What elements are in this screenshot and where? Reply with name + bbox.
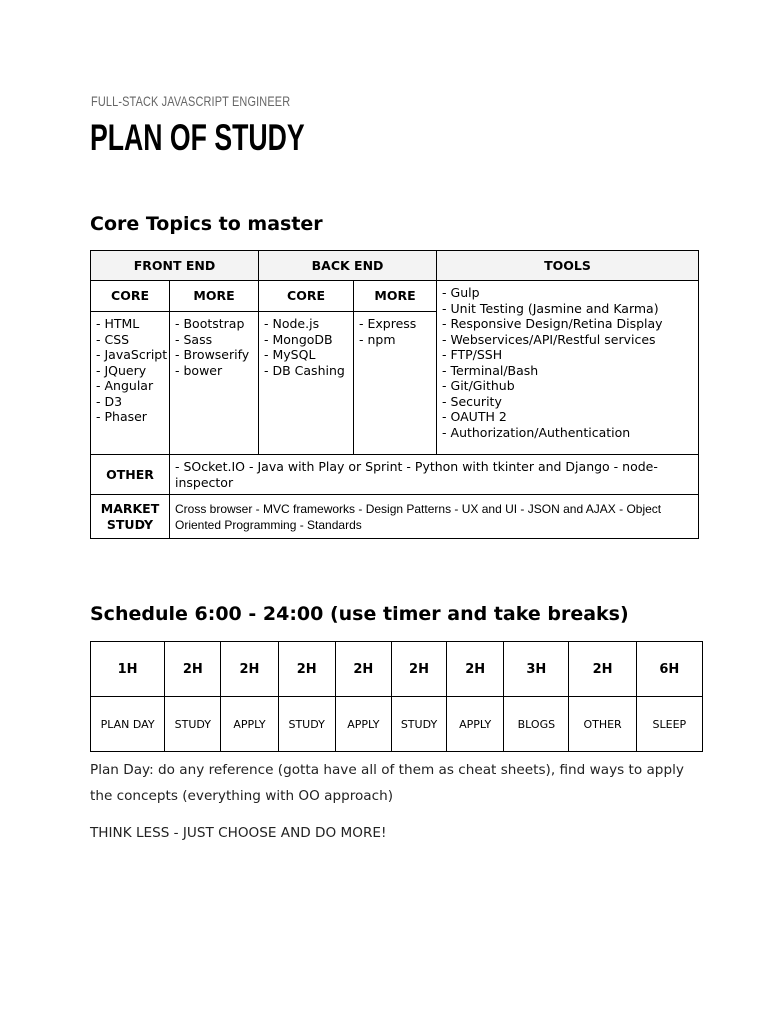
market-label-line-1: MARKET	[100, 501, 160, 516]
back-end-core-list	[264, 316, 348, 378]
schedule-activity-cell: BLOGS	[504, 697, 569, 752]
market-label-line-2: STUDY	[106, 516, 154, 532]
tools-list	[442, 285, 693, 440]
market-study-label	[91, 495, 170, 539]
back-end-more-header: MORE	[354, 281, 437, 312]
schedule-activity-cell: APPLY	[335, 697, 391, 752]
core-topics-table	[90, 250, 699, 539]
table-row	[91, 455, 699, 495]
schedule-hours-cell: 2H	[335, 642, 391, 697]
list-item: - CSS	[96, 331, 130, 347]
list-item: - Webservices/API/Restful services	[442, 331, 656, 347]
schedule-hours-cell: 6H	[636, 642, 702, 697]
list-item: - OAUTH 2	[442, 409, 507, 424]
front-end-more-list	[175, 316, 253, 378]
list-item: - JQuery	[96, 362, 147, 378]
list-item: - Responsive Design/Retina Display	[442, 316, 663, 331]
list-item: - Authorization/Authentication	[442, 424, 631, 440]
schedule-activity-cell: PLAN DAY	[91, 697, 165, 752]
schedule-activity-cell: STUDY	[278, 697, 335, 752]
table-row	[91, 642, 703, 697]
list-item: - Node.js	[264, 316, 320, 331]
list-item: - Unit Testing (Jasmine and Karma)	[442, 300, 659, 316]
schedule-table	[90, 641, 703, 752]
schedule-hours-cell: 1H	[91, 642, 165, 697]
schedule-hours-cell: 2H	[391, 642, 446, 697]
list-item: - bower	[175, 362, 223, 378]
core-topics-heading: Core Topics to master	[90, 213, 323, 235]
list-item: - Browserify	[175, 347, 250, 362]
schedule-hours-cell: 2H	[278, 642, 335, 697]
front-end-more-cell	[170, 312, 259, 455]
table-row	[91, 281, 699, 312]
list-item: - Sass	[175, 331, 213, 347]
schedule-hours-cell: 2H	[447, 642, 504, 697]
list-item: - Git/Github	[442, 378, 515, 393]
list-item: - Angular	[96, 378, 154, 393]
schedule-activity-cell: STUDY	[391, 697, 446, 752]
back-end-core-header: CORE	[259, 281, 354, 312]
front-end-more-header: MORE	[170, 281, 259, 312]
front-end-core-list	[96, 316, 168, 425]
schedule-activity-cell: APPLY	[221, 697, 278, 752]
list-item: - HTML	[96, 316, 140, 331]
table-row	[91, 697, 703, 752]
page-title: PLAN OF STUDY	[90, 117, 305, 158]
list-item: - Gulp	[442, 285, 480, 300]
schedule-activity-cell: SLEEP	[636, 697, 702, 752]
schedule-hours-cell: 2H	[221, 642, 278, 697]
list-item: - Security	[442, 393, 502, 409]
list-item: - Terminal/Bash	[442, 362, 539, 378]
list-item: - MySQL	[264, 347, 316, 362]
list-item: - Bootstrap	[175, 316, 245, 331]
list-item: - MongoDB	[264, 331, 333, 347]
other-text: - SOcket.IO - Java with Play or Sprint - Python with tkinter and Django - node-inspector	[170, 455, 699, 495]
list-item: - Express	[359, 316, 417, 331]
back-end-header: BACK END	[259, 251, 437, 281]
tools-cell	[437, 281, 699, 455]
list-item: - FTP/SSH	[442, 347, 503, 362]
list-item: - D3	[96, 393, 123, 409]
schedule-hours-cell: 2H	[165, 642, 221, 697]
table-row	[91, 495, 699, 539]
schedule-activity-cell: APPLY	[447, 697, 504, 752]
schedule-heading: Schedule 6:00 - 24:00 (use timer and take breaks)	[90, 603, 629, 625]
front-end-core-cell	[91, 312, 170, 455]
schedule-hours-cell: 3H	[504, 642, 569, 697]
back-end-more-cell	[354, 312, 437, 455]
schedule-hours-cell: 2H	[569, 642, 636, 697]
plan-day-note: Plan Day: do any reference (gotta have all of them as cheat sheets), find ways to apply the concepts (everything with OO approach)	[90, 762, 684, 804]
list-item: - DB Cashing	[264, 362, 345, 378]
list-item: - JavaScript	[96, 347, 168, 362]
front-end-core-header: CORE	[91, 281, 170, 312]
market-study-text: Cross browser - MVC frameworks - Design Patterns - UX and UI - JSON and AJAX - Object Oriented Programming - Standards	[170, 495, 699, 539]
list-item: - npm	[359, 331, 396, 347]
schedule-activity-cell: OTHER	[569, 697, 636, 752]
back-end-more-list	[359, 316, 431, 347]
front-end-header: FRONT END	[91, 251, 259, 281]
list-item: - Phaser	[96, 409, 147, 424]
tools-header: TOOLS	[437, 251, 699, 281]
motto-text: THINK LESS - JUST CHOOSE AND DO MORE!	[90, 825, 387, 841]
back-end-core-cell	[259, 312, 354, 455]
other-label: OTHER	[91, 455, 170, 495]
schedule-activity-cell: STUDY	[165, 697, 221, 752]
table-row	[91, 251, 699, 281]
document-subtitle: FULL-STACK JAVASCRIPT ENGINEER	[91, 93, 291, 109]
